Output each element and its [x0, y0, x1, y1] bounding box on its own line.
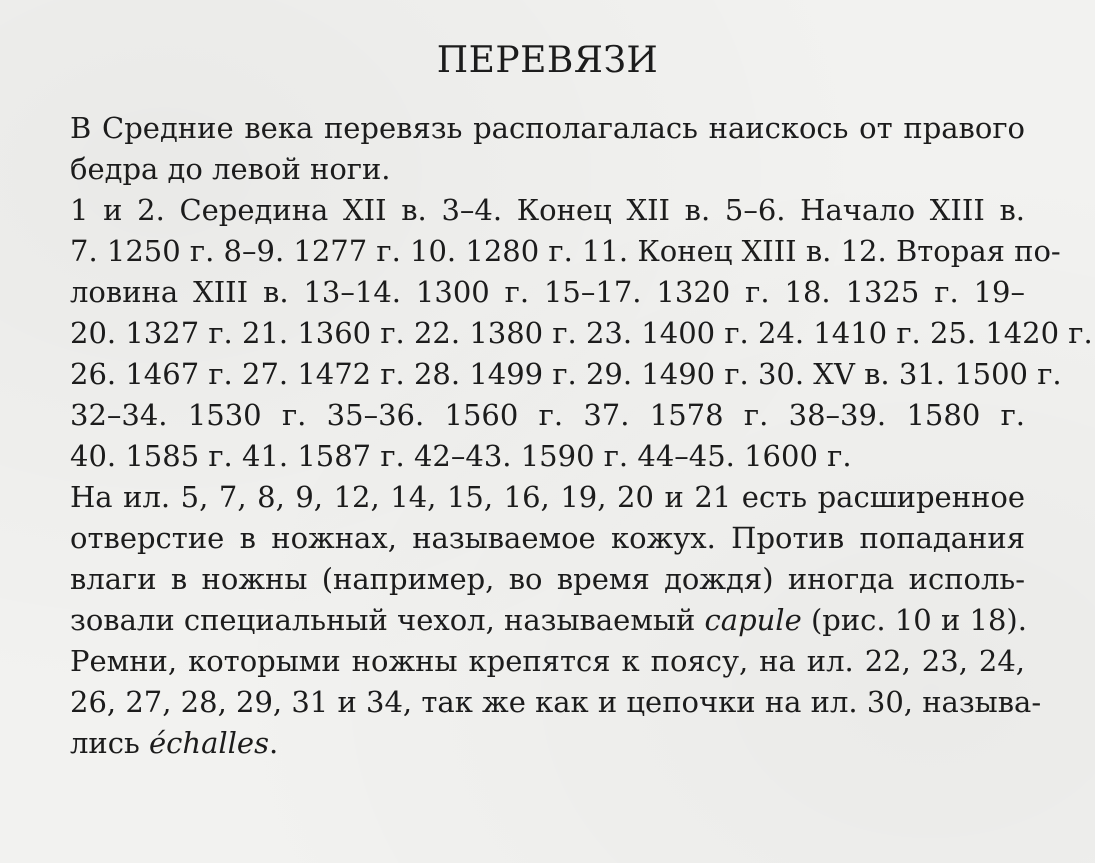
text-line: 40. 1585 г. 41. 1587 г. 42–43. 1590 г. 44–45. 1600 г. — [70, 439, 852, 473]
body-text — [70, 108, 1093, 764]
text-line: ловина XIII в. 13–14. 1300 г. 15–17. 1320 г. 18. 1325 г. 19– — [70, 275, 1025, 309]
text-segment: лись — [70, 726, 149, 760]
text-line: 26. 1467 г. 27. 1472 г. 28. 1499 г. 29. 1490 г. 30. XV в. 31. 1500 г. — [70, 357, 1062, 391]
text-segment: . — [268, 726, 279, 760]
text-line: Ремни, которыми ножны крепятся к поясу, на ил. 22, 23, 24, — [70, 644, 1025, 678]
text-line-capule — [70, 600, 1025, 641]
text-line: 26, 27, 28, 29, 31 и 34, так же как и цепочки на ил. 30, называ- — [70, 685, 1042, 719]
text-line: 20. 1327 г. 21. 1360 г. 22. 1380 г. 23. 1400 г. 24. 1410 г. 25. 1420 г. — [70, 316, 1093, 350]
italic-term-echalles: échalles — [149, 726, 269, 760]
page-title: ПЕРЕВЯЗИ — [436, 40, 659, 81]
text-line: В Средние века перевязь располагалась наискось от правого — [70, 111, 1025, 145]
text-line: влаги в ножны (например, во время дождя) иногда исполь- — [70, 562, 1025, 596]
text-line: 32–34. 1530 г. 35–36. 1560 г. 37. 1578 г. 38–39. 1580 г. — [70, 398, 1025, 432]
text-segment: (рис. 10 и 18). — [801, 603, 1027, 637]
text-line: На ил. 5, 7, 8, 9, 12, 14, 15, 16, 19, 20 и 21 есть расширенное — [70, 480, 1025, 514]
text-line: 7. 1250 г. 8–9. 1277 г. 10. 1280 г. 11. Конец XIII в. 12. Вторая по- — [70, 234, 1061, 268]
text-segment: зовали специальный чехол, называемый — [70, 603, 705, 637]
text-line: бедра до левой ноги. — [70, 152, 391, 186]
text-line: 1 и 2. Середина XII в. 3–4. Конец XII в. 5–6. Начало XIII в. — [70, 193, 1025, 227]
text-line: отверстие в ножнах, называемое кожух. Против попадания — [70, 521, 1025, 555]
text-line-echalles — [70, 723, 1025, 764]
italic-term-capule: capule — [704, 603, 802, 637]
